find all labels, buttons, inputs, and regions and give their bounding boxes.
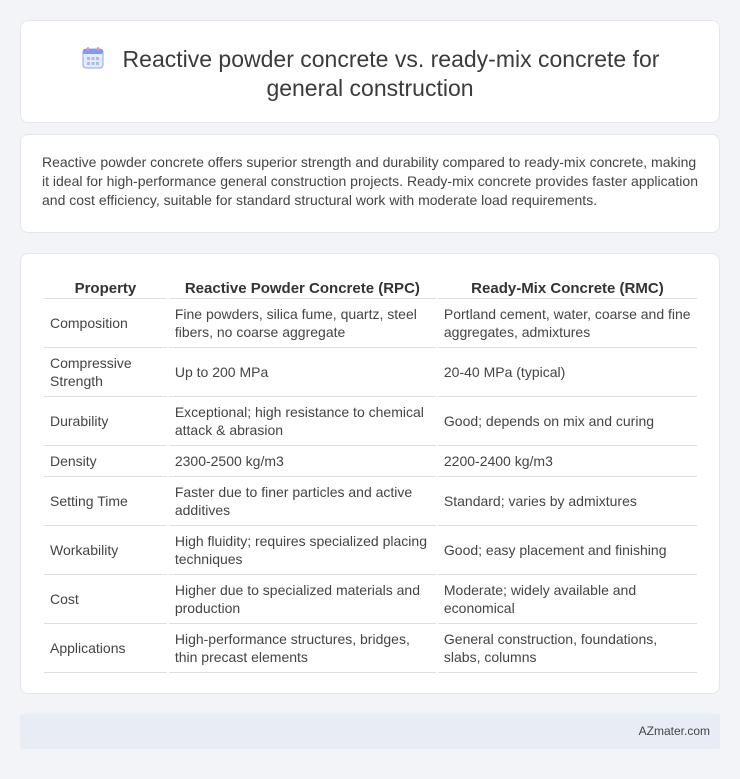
- intro-paragraph: Reactive powder concrete offers superior strength and durability compared to ready-mix concrete, making it ideal for high-performance general construction projects. Ready-mix concrete provides faster application and cost efficiency, suitable for standard structural work with moderate load requirements.: [42, 154, 698, 208]
- property-cell: Applications: [44, 624, 167, 673]
- header-rpc: Reactive Powder Concrete (RPC): [169, 274, 436, 299]
- intro-card: [20, 134, 720, 233]
- table-row: [44, 526, 697, 575]
- rmc-cell: Standard; varies by admixtures: [438, 477, 697, 526]
- rpc-cell: Higher due to specialized materials and production: [169, 575, 436, 624]
- header-rmc: Ready-Mix Concrete (RMC): [438, 274, 697, 299]
- table-row: [44, 575, 697, 624]
- table-row: [44, 446, 697, 477]
- rmc-cell: General construction, foundations, slabs, columns: [438, 624, 697, 673]
- footer-site-link[interactable]: AZmater.com: [638, 724, 710, 738]
- property-cell: Setting Time: [44, 477, 167, 526]
- rpc-cell: 2300-2500 kg/m3: [169, 446, 436, 477]
- calendar-icon: [81, 46, 105, 70]
- header-property: Property: [44, 274, 167, 299]
- title-card: [20, 20, 720, 123]
- table-row: [44, 348, 697, 397]
- rmc-cell: Portland cement, water, coarse and fine aggregates, admixtures: [438, 299, 697, 348]
- rmc-cell: 20-40 MPa (typical): [438, 348, 697, 397]
- rmc-cell: 2200-2400 kg/m3: [438, 446, 697, 477]
- page-title-wrap: [61, 45, 679, 103]
- property-cell: Density: [44, 446, 167, 477]
- property-cell: Compressive Strength: [44, 348, 167, 397]
- property-cell: Cost: [44, 575, 167, 624]
- footer-bar: [20, 714, 720, 749]
- table-row: [44, 624, 697, 673]
- comparison-table: [42, 274, 699, 673]
- table-row: [44, 397, 697, 446]
- rmc-cell: Moderate; widely available and economical: [438, 575, 697, 624]
- rmc-cell: Good; depends on mix and curing: [438, 397, 697, 446]
- rpc-cell: Fine powders, silica fume, quartz, steel fibers, no coarse aggregate: [169, 299, 436, 348]
- rpc-cell: High fluidity; requires specialized placing techniques: [169, 526, 436, 575]
- rmc-cell: Good; easy placement and finishing: [438, 526, 697, 575]
- table-header-row: [44, 274, 697, 299]
- comparison-card: [20, 253, 720, 694]
- table-row: [44, 477, 697, 526]
- rpc-cell: Faster due to finer particles and active additives: [169, 477, 436, 526]
- rpc-cell: Up to 200 MPa: [169, 348, 436, 397]
- property-cell: Workability: [44, 526, 167, 575]
- rpc-cell: High-performance structures, bridges, thin precast elements: [169, 624, 436, 673]
- property-cell: Composition: [44, 299, 167, 348]
- table-row: [44, 299, 697, 348]
- page-title: Reactive powder concrete vs. ready-mix concrete for general construction: [122, 46, 660, 101]
- property-cell: Durability: [44, 397, 167, 446]
- rpc-cell: Exceptional; high resistance to chemical attack & abrasion: [169, 397, 436, 446]
